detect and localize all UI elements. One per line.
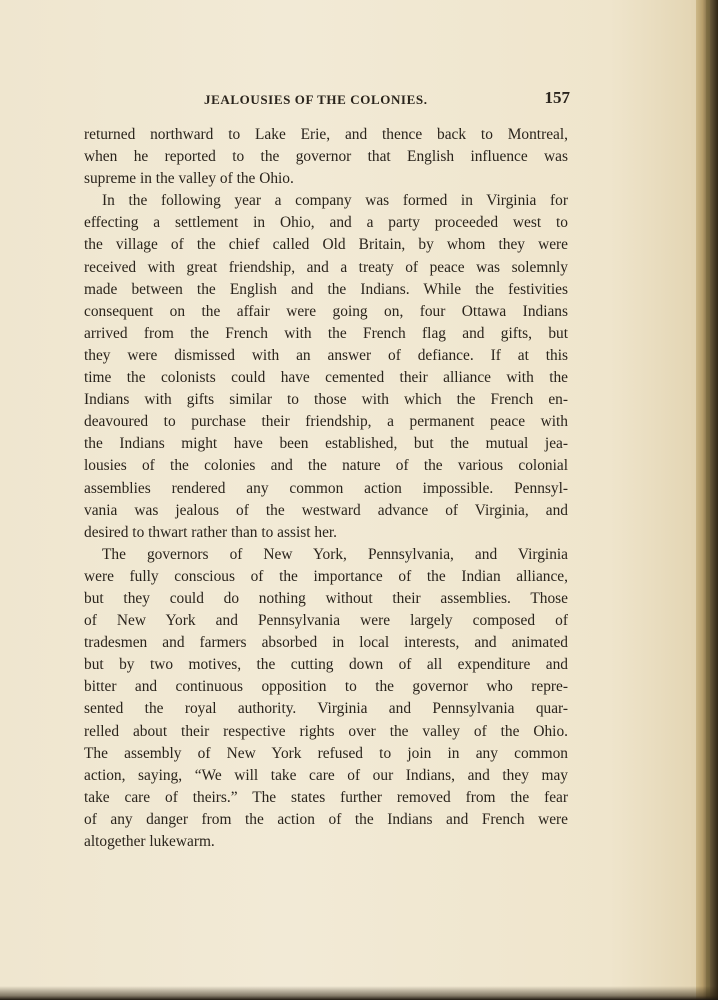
- text-line: but they could do nothing without their assemblies. Those: [84, 589, 568, 607]
- text-line: action, saying, “We will take care of our Indians, and they may: [84, 766, 568, 784]
- text-line: consequent on the affair were going on, four Ottawa Indians: [84, 302, 568, 320]
- text-line: the village of the chief called Old Britain, by whom they were: [84, 236, 568, 254]
- text-line: arrived from the French with the French flag and gifts, but: [84, 324, 568, 342]
- body-text: [84, 124, 568, 853]
- text-line: the Indians might have been established, but the mutual jea-: [84, 435, 568, 453]
- text-line: desired to thwart rather than to assist her.: [84, 523, 338, 541]
- text-line: supreme in the valley of the Ohio.: [84, 170, 294, 188]
- page-number: 157: [544, 88, 570, 107]
- running-head: [84, 88, 570, 112]
- text-line: sented the royal authority. Virginia and Pennsylvania quar-: [84, 700, 568, 718]
- text-line: made between the English and the Indians. While the festivities: [84, 280, 568, 298]
- text-line: In the following year a company was formed in Virginia for: [102, 192, 568, 210]
- text-line: effecting a settlement in Ohio, and a party proceeded west to: [84, 214, 568, 232]
- text-line: when he reported to the governor that English influence was: [84, 148, 568, 166]
- running-head-title: JEALOUSIES OF THE COLONIES.: [204, 92, 428, 107]
- text-line: bitter and continuous opposition to the governor who repre-: [84, 678, 568, 696]
- text-line: they were dismissed with an answer of defiance. If at this: [84, 346, 568, 364]
- text-line: altogether lukewarm.: [84, 833, 215, 850]
- text-line: take care of theirs.” The states further removed from the fear: [84, 788, 568, 806]
- text-line: were fully conscious of the importance of the Indian alliance,: [84, 567, 568, 585]
- text-line: Indians with gifts similar to those with which the French en-: [84, 391, 568, 409]
- text-line: The governors of New York, Pennsylvania, and Virginia: [102, 545, 568, 563]
- page-edge-strip: [706, 0, 710, 1000]
- text-line: but by two motives, the cutting down of all expenditure and: [84, 656, 568, 674]
- text-line: assemblies rendered any common action impossible. Pennsyl-: [84, 479, 568, 497]
- text-line: relled about their respective rights over the valley of the Ohio.: [84, 722, 568, 740]
- text-line: time the colonists could have cemented their alliance with the: [84, 369, 568, 387]
- text-line: returned northward to Lake Erie, and thence back to Montreal,: [84, 126, 568, 143]
- text-line: received with great friendship, and a treaty of peace was solemnly: [84, 258, 568, 276]
- text-line: tradesmen and farmers absorbed in local interests, and animated: [84, 634, 568, 652]
- text-line: deavoured to purchase their friendship, a permanent peace with: [84, 413, 568, 431]
- text-line: lousies of the colonies and the nature of the various colonial: [84, 457, 568, 475]
- text-line: vania was jealous of the westward advance of Virginia, and: [84, 501, 568, 519]
- text-line: The assembly of New York refused to join in any common: [84, 744, 568, 762]
- text-line: of any danger from the action of the Indians and French were: [84, 810, 568, 828]
- text-line: of New York and Pennsylvania were largely composed of: [84, 612, 568, 630]
- page-bottom-shadow: [0, 986, 718, 1000]
